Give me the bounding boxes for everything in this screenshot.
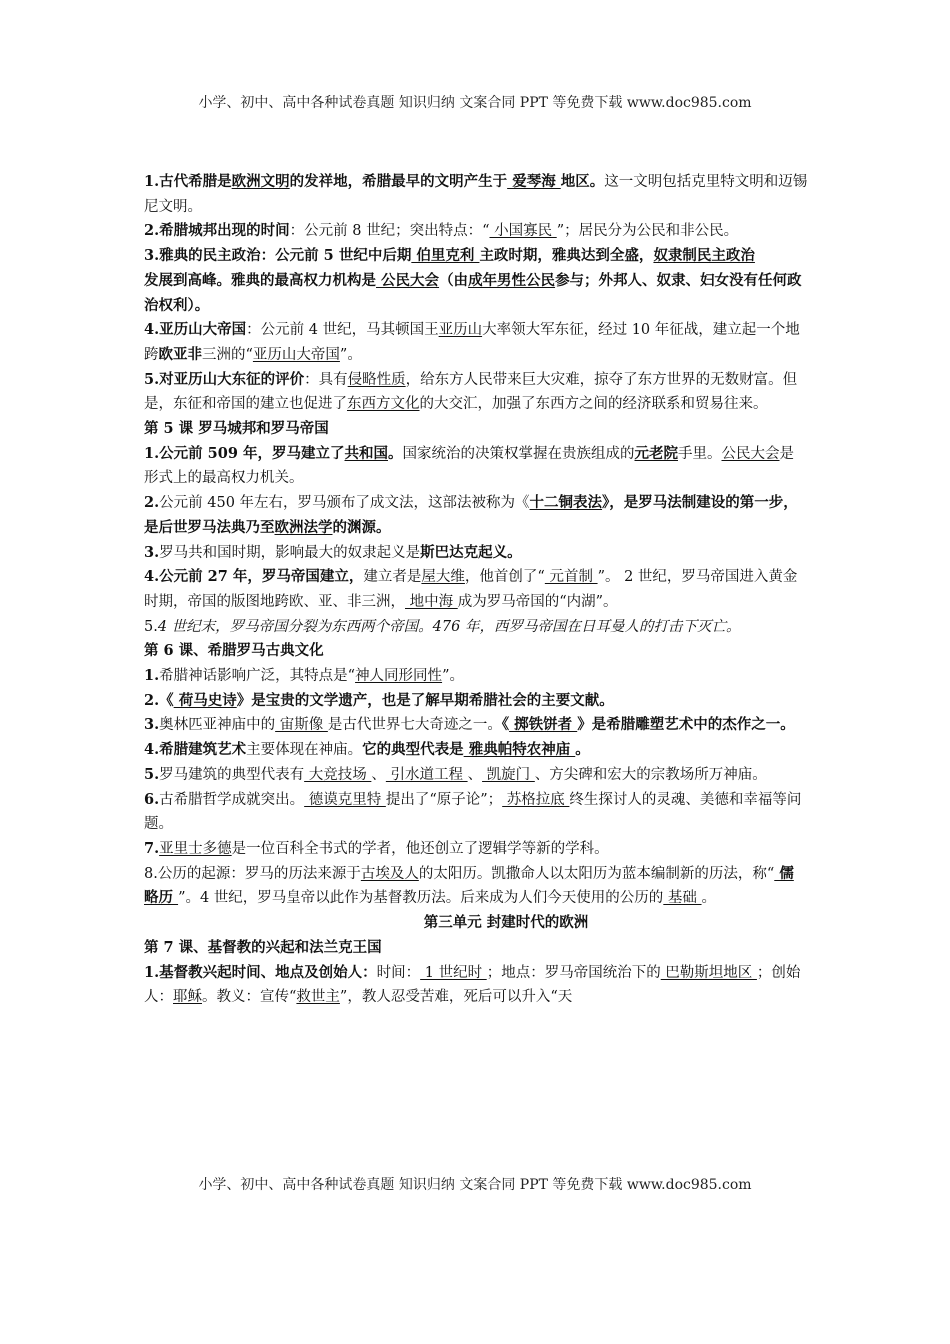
document-body	[144, 170, 808, 1010]
paragraph: 5.4 世纪末，罗马帝国分裂为东西两个帝国。476 年，西罗马帝国在日耳曼人的打击下灭亡。	[144, 618, 741, 635]
paragraph: 2.《 荷马史诗》是宝贵的文学遗产，也是了解早期希腊社会的主要文献。	[144, 691, 614, 709]
page-footer: 小学、初中、高中各种试卷真题 知识归纳 文案合同 PPT 等免费下载 www.doc985.com	[198, 1177, 752, 1193]
page-header: 小学、初中、高中各种试卷真题 知识归纳 文案合同 PPT 等免费下载 www.doc985.com	[198, 95, 752, 111]
paragraph: 4.希腊建筑艺术主要体现在神庙。它的典型代表是 雅典帕特农神庙 。	[144, 741, 590, 759]
paragraph: 4.亚历山大帝国：公元前 4 世纪，马其顿国王亚历山大率领大军东征，经过 10 年征战，建立起一个地跨欧亚非三洲的“亚历山大帝国”。	[144, 321, 800, 363]
paragraph: 2.公元前 450 年左右，罗马颁布了成文法，这部法被称为《十二铜表法》，是罗马法制建设的第一步，是后世罗马法典乃至欧洲法学的渊源。	[144, 494, 798, 536]
paragraph: 1.基督教兴起时间、地点及创始人：时间： 1 世纪时 ；地点：罗马帝国统治下的 巴勒斯坦地区 ；创始人：耶稣。教义：宣传“救世主”，教人忍受苦难，死后可以升入“天	[144, 963, 801, 1006]
paragraph: 1.公元前 509 年，罗马建立了共和国。国家统治的决策权掌握在贵族组成的元老院手里。公民大会是形式上的最高权力机关。	[144, 444, 794, 487]
lesson-heading: 第 7 课、基督教的兴起和法兰克王国	[144, 938, 382, 956]
paragraph: 7.亚里士多德是一位百科全书式的学者，他还创立了逻辑学等新的学科。	[144, 839, 609, 857]
paragraph: 2.希腊城邦出现的时间：公元前 8 世纪；突出特点：“ 小国寡民 ”；居民分为公民和非公民。	[144, 222, 739, 240]
paragraph: 5.罗马建筑的典型代表有 大竞技场 、 引水道工程 、 凯旋门 、方尖碑和宏大的宗教场所万神庙。	[144, 765, 767, 783]
paragraph: 3.奥林匹亚神庙中的 宙斯像 是古代世界七大奇迹之一。《 掷铁饼者 》是希腊雕塑艺术中的杰作之一。	[144, 716, 795, 734]
paragraph: 8.公历的起源：罗马的历法来源于古埃及人的太阳历。凯撒命人以太阳历为蓝本编制新的历法，称“ 儒略历 ”。4 世纪，罗马皇帝以此作为基督教历法。后来成为人们今天使用的公历的 基础 。	[144, 864, 794, 907]
unit-heading: 第三单元 封建时代的欧洲	[423, 914, 589, 932]
paragraph: 1.希腊神话影响广泛，其特点是“神人同形同性”。	[144, 667, 464, 685]
paragraph: 3.罗马共和国时期，影响最大的奴隶起义是斯巴达克起义。	[144, 543, 522, 561]
paragraph: 1.古代希腊是欧洲文明的发祥地，希腊最早的文明产生于 爱琴海 地区。这一文明包括克里特文明和迈锡尼文明。	[144, 173, 808, 215]
paragraph: 发展到高峰。雅典的最高权力机构是 公民大会（由成年男性公民参与；外邦人、奴隶、妇女没有任何政治权利）。	[144, 271, 802, 314]
paragraph: 4.公元前 27 年，罗马帝国建立，建立者是屋大维，他首创了“ 元首制 ”。 2 世纪，罗马帝国进入黄金时期，帝国的版图地跨欧、亚、非三洲， 地中海 成为罗马帝国的“内湖”。	[144, 568, 798, 610]
paragraph: 6.古希腊哲学成就突出。 德谟克里特 提出了“原子论”； 苏格拉底 终生探讨人的灵魂、美德和幸福等问题。	[144, 790, 802, 833]
paragraph: 3.雅典的民主政治：公元前 5 世纪中后期 伯里克利 主政时期，雅典达到全盛，奴隶制民主政治	[144, 247, 755, 265]
lesson-heading: 第 6 课、希腊罗马古典文化	[144, 642, 324, 660]
lesson-heading: 第 5 课 罗马城邦和罗马帝国	[144, 420, 329, 438]
paragraph: 5.对亚历山大东征的评价：具有侵略性质，给东方人民带来巨大灾难，掠夺了东方世界的无数财富。但是，东征和帝国的建立也促进了东西方文化的大交汇，加强了东西方之间的经济联系和贸易往来。	[144, 370, 798, 413]
